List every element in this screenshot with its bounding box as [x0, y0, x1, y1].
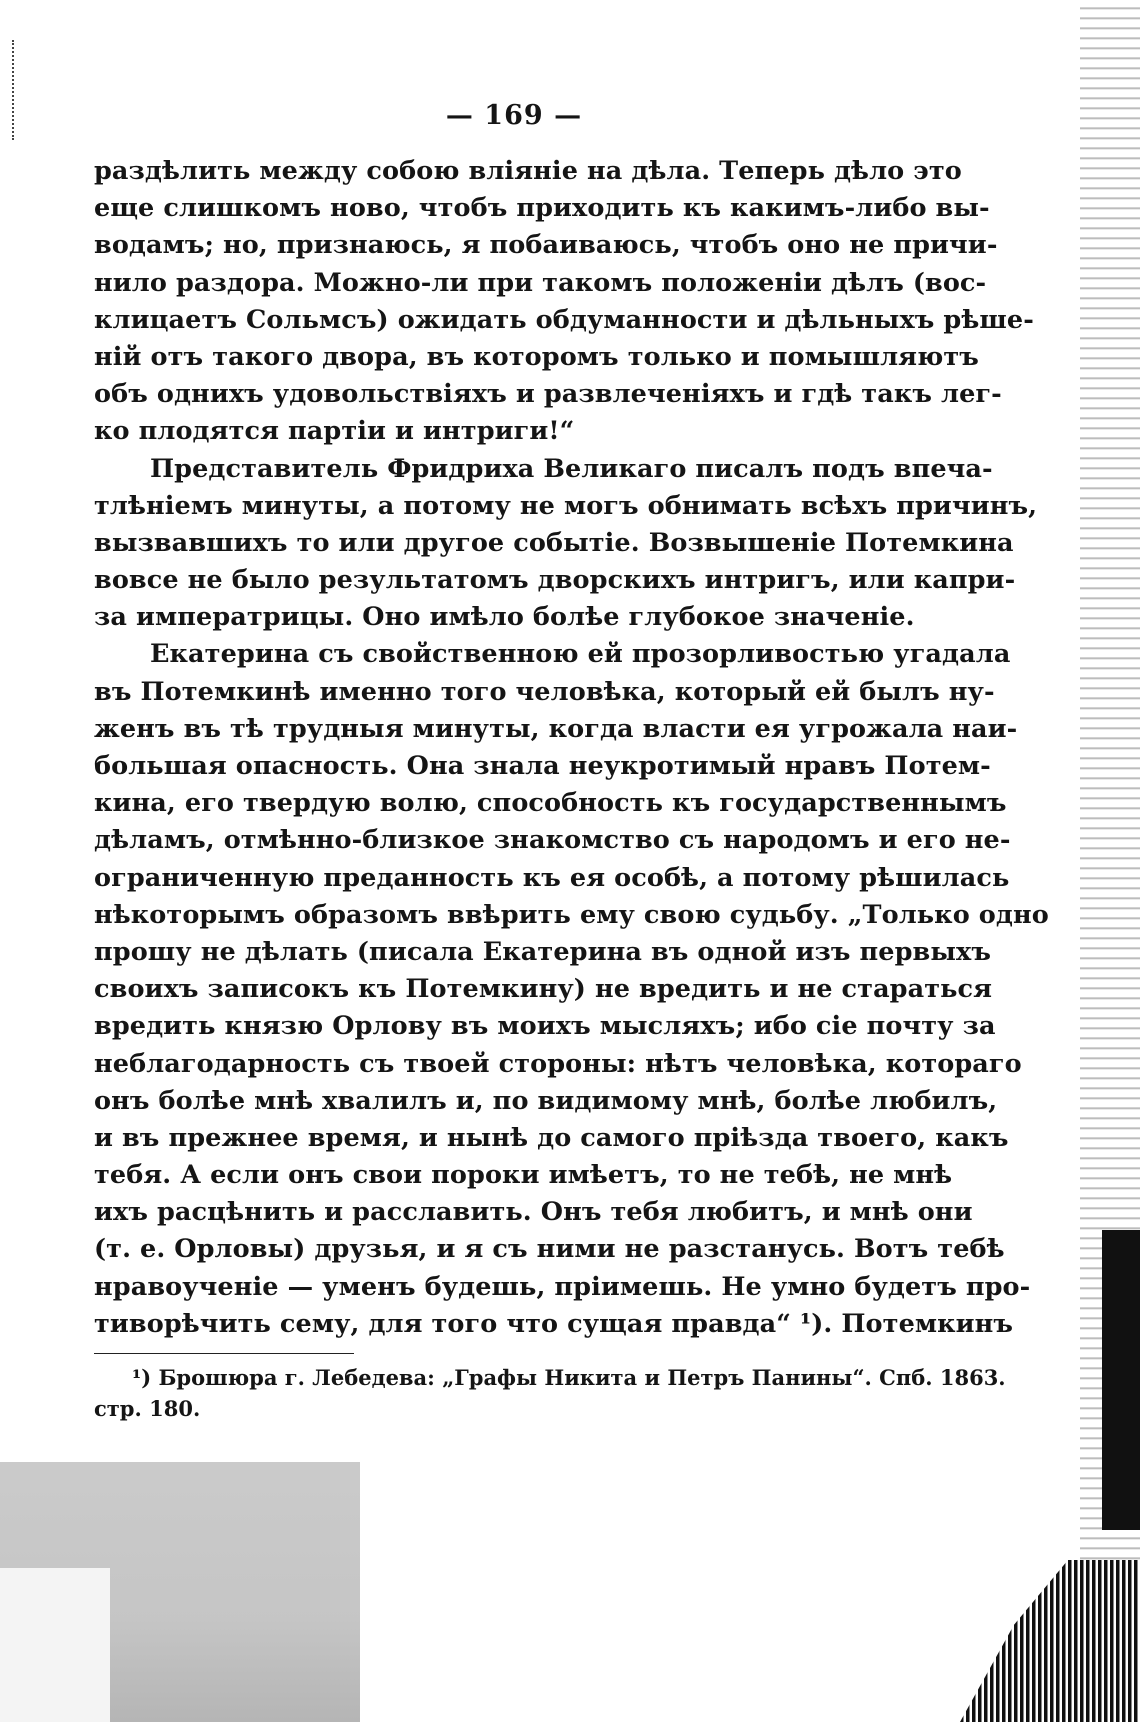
text-line: ихъ расцѣнить и расславить. Онъ тебя любитъ, и мнѣ они — [94, 1197, 973, 1228]
text-line: тебя. А если онъ свои пороки имѣетъ, то не тебѣ, не мнѣ — [94, 1160, 953, 1191]
text-line: кина, его твердую волю, способность къ государственнымъ — [94, 788, 1007, 819]
text-line: Представитель Фридриха Великаго писалъ подъ впеча- — [150, 453, 993, 484]
text-line: вовсе не было результатомъ дворскихъ интригъ, или капри- — [94, 565, 1016, 596]
paragraph-1 — [94, 153, 1034, 451]
text-line: объ однихъ удовольствіяхъ и развлеченіяхъ и гдѣ такъ лег- — [94, 379, 1002, 410]
text-line: неблагодарность съ твоей стороны: нѣтъ человѣка, котораго — [94, 1048, 1022, 1079]
text-line: нѣкоторымъ образомъ ввѣрить ему свою судьбу. „Только одно — [94, 899, 1049, 930]
text-line: ній отъ такого двора, въ которомъ только и помышляютъ — [94, 341, 979, 372]
text-line: вредить князю Орлову въ моихъ мысляхъ; ибо сіе почту за — [94, 1011, 996, 1042]
text-line: большая опасность. Она знала неукротимый нравъ Потем- — [94, 751, 991, 781]
text-line: водамъ; но, признаюсь, я побаиваюсь, чтобъ оно не причи- — [94, 230, 998, 261]
text-line: за императрицы. Оно имѣло болѣе глубокое значеніе. — [94, 602, 915, 633]
footnote-line: стр. 180. — [94, 1396, 201, 1421]
text-line: раздѣлить между собою вліяніе на дѣла. Теперь дѣло это — [94, 156, 962, 186]
left-margin-marks — [12, 40, 18, 140]
text-line: тлѣніемъ минуты, а потому не могъ обнимать всѣхъ причинъ, — [94, 490, 1038, 521]
text-line: своихъ записокъ къ Потемкину) не вредить и не стараться — [94, 974, 993, 1005]
text-line: клицаетъ Сольмсъ) ожидать обдуманности и дѣльныхъ рѣше- — [94, 304, 1034, 335]
text-line: прошу не дѣлать (писала Екатерина въ одной изъ первыхъ — [94, 936, 991, 967]
text-line: и въ прежнее время, и нынѣ до самого пріѣзда твоего, какъ — [94, 1122, 1009, 1153]
text-line: въ Потемкинѣ именно того человѣка, который ей былъ ну- — [94, 676, 995, 707]
footnote-line: ¹) Брошюра г. Лебедева: „Графы Никита и Петръ Панины“. Спб. 1863. — [132, 1365, 1006, 1390]
text-line: Екатерина съ свойственною ей прозорливостью угадала — [150, 639, 1011, 670]
text-line: нравоученіе — уменъ будешь, пріимешь. Не умно будетъ про- — [94, 1271, 1031, 1302]
text-line: женъ въ тѣ трудныя минуты, когда власти ея угрожала наи- — [94, 713, 1018, 744]
text-line: ограниченную преданность къ ея особѣ, а потому рѣшилась — [94, 862, 1010, 893]
text-line: еще слишкомъ ново, чтобъ приходить къ какимъ-либо вы- — [94, 193, 990, 224]
text-block — [94, 100, 1049, 1424]
paragraph-3 — [94, 636, 1049, 1343]
footnote — [94, 1362, 1006, 1424]
page-number: — 169 — — [445, 100, 583, 131]
text-line: ко плодятся партіи и интриги!“ — [94, 416, 575, 447]
paragraph-2 — [94, 451, 1038, 637]
scan-shadow-highlight — [0, 1568, 110, 1722]
text-line: (т. е. Орловы) друзья, и я съ ними не разстанусь. Вотъ тебѣ — [94, 1234, 1005, 1265]
text-line: дѣламъ, отмѣнно-близкое знакомство съ народомъ и его не- — [94, 825, 1011, 856]
text-line: онъ болѣе мнѣ хвалилъ и, по видимому мнѣ, болѣе любилъ, — [94, 1085, 998, 1116]
page-edge-dark — [1102, 1230, 1140, 1530]
footnote-rule — [94, 1353, 354, 1354]
text-line: тиворѣчить сему, для того что сущая правда“ ¹). Потемкинъ — [94, 1308, 1014, 1339]
text-line: нило раздора. Можно-ли при такомъ положеніи дѣлъ (вос- — [94, 267, 987, 298]
page-corner-dark — [960, 1560, 1140, 1722]
text-line: вызвавшихъ то или другое событіе. Возвышеніе Потемкина — [94, 527, 1014, 558]
